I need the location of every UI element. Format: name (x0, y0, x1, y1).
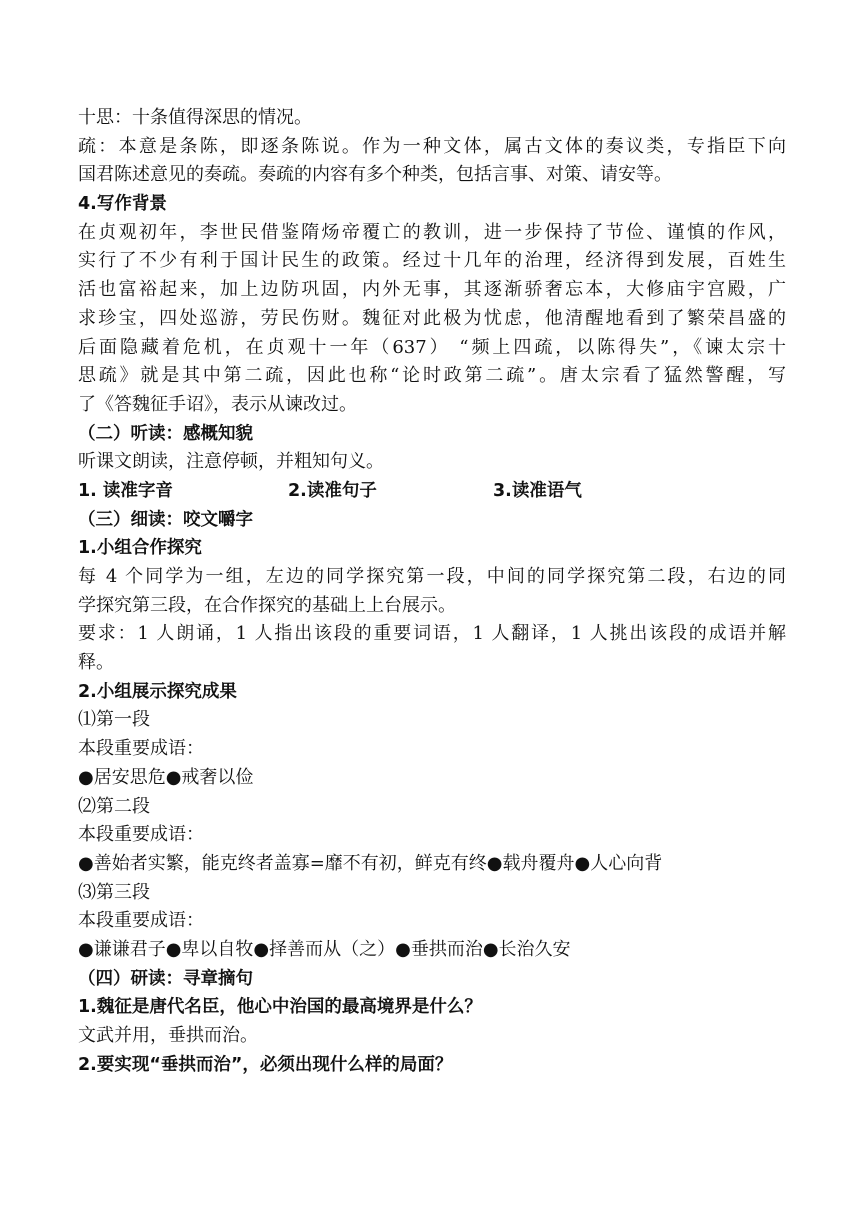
background-line-5: 后面隐藏着危机，在贞观十一年（637） “频上四疏，以陈得失”，《谏太宗十 (78, 336, 786, 358)
background-heading: 4.写作背景 (78, 194, 167, 215)
requirement-line-2: 释。 (78, 652, 114, 674)
group-heading: 1.小组合作探究 (78, 538, 202, 559)
listen-items (78, 477, 786, 506)
paragraph-1-title: ⑴第一段 (78, 709, 150, 731)
group-text-line-1: 每 4 个同学为一组，左边的同学探究第一段，中间的同学探究第二段，右边的同 (78, 566, 786, 587)
requirement-line-1: 要求：1 人朗诵，1 人指出该段的重要词语，1 人翻译，1 人挑出该段的成语并解 (78, 623, 786, 645)
listen-heading: （二）听读：感概知貌 (78, 423, 253, 444)
background-line-6: 思疏》就是其中第二疏，因此也称“论时政第二疏”。唐太宗看了猛然警醒，写 (78, 365, 786, 387)
shu-definition-line-1: 疏：本意是条陈，即逐条陈说。作为一种文体，属古文体的奏议类，专指臣下向 (78, 135, 786, 157)
listen-item-3: 3.读准语气 (493, 480, 582, 501)
paragraph-2-label: 本段重要成语： (78, 824, 204, 846)
paragraph-2-title: ⑵第二段 (78, 795, 150, 817)
background-line-7: 了《答魏征手诏》，表示从谏改过。 (78, 393, 357, 415)
background-line-3: 活也富裕起来，加上边防巩固，内外无事，其逐渐骄奢忘本，大修庙宇宫殿，广 (78, 279, 786, 301)
shu-definition-line-2: 国君陈述意见的奏疏。奏疏的内容有多个种类，包括言事、对策、请安等。 (78, 164, 672, 186)
listen-item-1: 1. 读准字音 (78, 480, 173, 501)
paragraph-3-idioms: ●谦谦君子●卑以自牧●择善而从（之）●垂拱而治●长治久安 (78, 938, 571, 960)
show-heading: 2.小组展示探究成果 (78, 681, 237, 702)
study-heading: （四）研读：寻章摘句 (78, 968, 253, 989)
paragraph-3-label: 本段重要成语： (78, 910, 204, 932)
question-1: 1.魏征是唐代名臣，他心中治国的最高境界是什么？ (78, 997, 482, 1018)
paragraph-2-idioms: ●善始者实繁，能克终者盖寡=靡不有初，鲜克有终●载舟覆舟●人心向背 (78, 852, 663, 874)
background-line-4: 求珍宝，四处巡游，劳民伤财。魏征对此极为忧虑，他清醒地看到了繁荣昌盛的 (78, 307, 786, 329)
background-line-2: 实行了不少有利于国计民生的政策。经过十几年的治理，经济得到发展，百姓生 (78, 250, 786, 272)
listen-text: 听课文朗读，注意停顿，并粗知句义。 (78, 451, 384, 473)
answer-1: 文武并用，垂拱而治。 (78, 1025, 258, 1046)
document-page (78, 104, 786, 1079)
question-2: 2.要实现“垂拱而治”，必须出现什么样的局面？ (78, 1054, 453, 1075)
background-line-1: 在贞观初年，李世民借鉴隋炀帝覆亡的教训，进一步保持了节俭、谨慎的作风， (78, 221, 786, 243)
listen-item-2: 2.读准句子 (288, 480, 377, 501)
group-text-line-2: 学探究第三段，在合作探究的基础上上台展示。 (78, 594, 456, 616)
paragraph-3-title: ⑶第三段 (78, 881, 150, 903)
close-reading-heading: （三）细读：咬文嚼字 (78, 509, 253, 530)
paragraph-1-label: 本段重要成语： (78, 738, 204, 760)
paragraph-1-idioms: ●居安思危●戒奢以俭 (78, 766, 254, 788)
shisi-definition: 十思：十条值得深思的情况。 (78, 107, 312, 128)
